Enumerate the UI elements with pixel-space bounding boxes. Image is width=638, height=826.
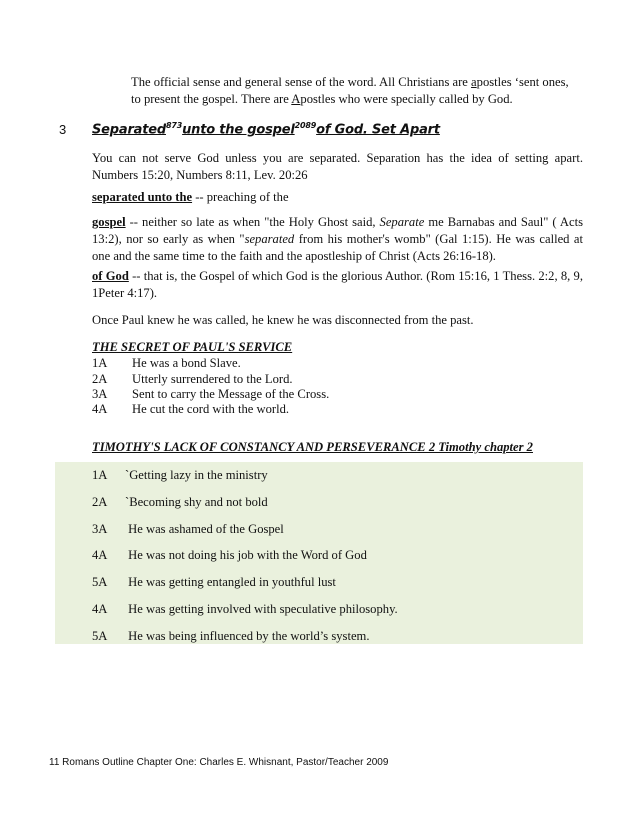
intro-line-1: The official sense and general sense of the word. All Christians are apostles ‘sent ones, <box>131 75 569 89</box>
list-item: 1A He was a bond Slave. <box>92 356 241 370</box>
list-item: 4A He cut the cord with the world. <box>92 402 290 416</box>
of-god-paragraph: of God -- that is, the Gospel of which God is the glorious Author. (Rom 15:16, 1 Thess. 2:2, 8, 9, 1Peter 4:17). <box>92 269 583 300</box>
timothy-title: TIMOTHY'S LACK OF CONSTANCY AND PERSEVERANCE 2 Timothy chapter 2 <box>92 440 533 454</box>
intro-line-2: to present the gospel. There are Apostles who were specially called by God. <box>131 92 513 106</box>
table-row: 1A `Getting lazy in the ministry <box>92 468 268 482</box>
table-row: 3A He was ashamed of the Gospel <box>92 522 284 536</box>
section-heading: Separated$^{873}$unto the gospel$^{2089}$of God. Set Apart <box>92 121 440 138</box>
table-row: 5A He was getting entangled in youthful lust <box>92 575 336 589</box>
separation-paragraph: You can not serve God unless you are separated. Separation has the idea of setting apart. Numbers 15:20, Numbers 8:11, Lev. 20:26 <box>92 151 583 182</box>
page-footer: 11 Romans Outline Chapter One: Charles E. Whisnant, Pastor/Teacher 2009 <box>49 757 389 768</box>
list-item: 3A Sent to carry the Message of the Cross. <box>92 387 330 401</box>
intro-paragraph <box>131 74 583 108</box>
table-row: 5A He was being influenced by the world’s system. <box>92 629 370 643</box>
table-row: 4A He was getting involved with speculative philosophy. <box>92 602 398 616</box>
disconnected-paragraph: Once Paul knew he was called, he knew he was disconnected from the past. <box>92 313 474 327</box>
secret-title: THE SECRET OF PAUL'S SERVICE <box>92 340 293 354</box>
gospel-paragraph: gospel -- neither so late as when "the Holy Ghost said, Separate me Barnabas and Saul" ( Acts 13:2), nor so early as when "separated from his mother's womb" (Gal 1:15). He was called at one and the same time to the faith and the apostleship of Christ (Acts 26:16-18). <box>92 215 584 263</box>
table-row: 2A `Becoming shy and not bold <box>92 495 268 509</box>
table-row: 4A He was not doing his job with the Word of God <box>92 548 367 562</box>
section-number: 3 <box>59 122 67 137</box>
separated-unto-paragraph: separated unto the -- preaching of the <box>92 190 289 204</box>
list-item: 2A Utterly surrendered to the Lord. <box>92 372 293 386</box>
